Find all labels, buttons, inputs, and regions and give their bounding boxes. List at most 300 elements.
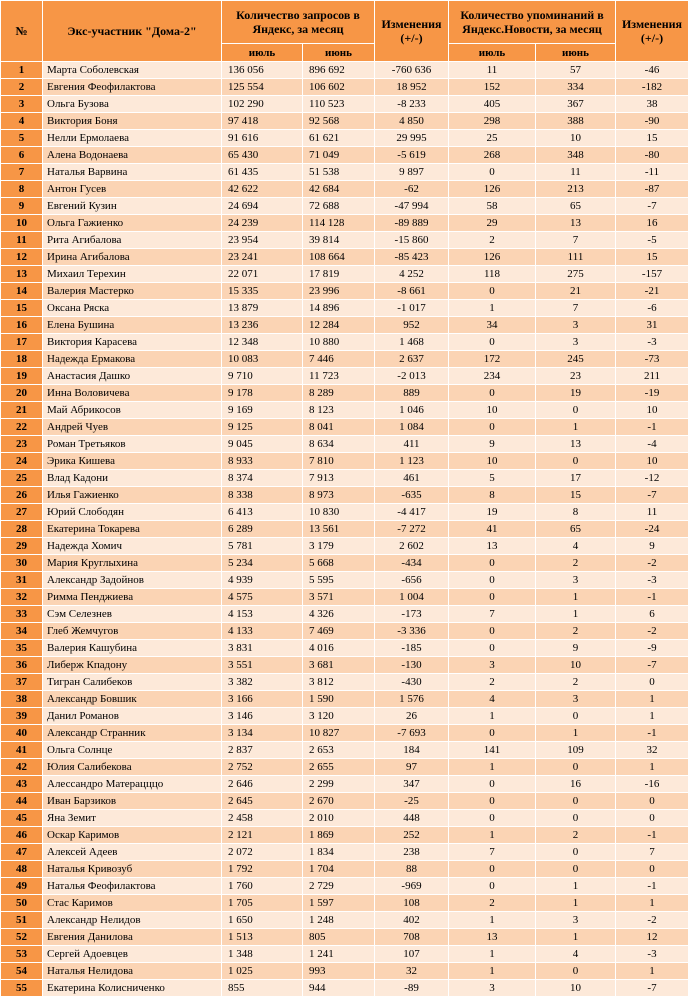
news-june: 2 [536, 827, 616, 844]
participant-name: Екатерина Токарева [43, 521, 222, 538]
queries-june: 1 248 [303, 912, 375, 929]
queries-change: -47 994 [375, 198, 449, 215]
queries-july: 13 879 [222, 300, 303, 317]
row-number: 20 [1, 385, 43, 402]
table-row [1, 929, 688, 946]
queries-july: 9 169 [222, 402, 303, 419]
queries-june: 7 446 [303, 351, 375, 368]
table-row [1, 181, 688, 198]
queries-july: 1 705 [222, 895, 303, 912]
queries-change: 1 576 [375, 691, 449, 708]
news-change: 32 [616, 742, 688, 759]
queries-change: -85 423 [375, 249, 449, 266]
queries-change: 184 [375, 742, 449, 759]
news-change: -3 [616, 334, 688, 351]
news-july: 25 [449, 130, 536, 147]
participant-name: Тигран Салибеков [43, 674, 222, 691]
row-number: 42 [1, 759, 43, 776]
row-number: 40 [1, 725, 43, 742]
queries-july: 6 289 [222, 521, 303, 538]
queries-june: 944 [303, 980, 375, 997]
queries-july: 5 781 [222, 538, 303, 555]
queries-change: -635 [375, 487, 449, 504]
news-june: 57 [536, 62, 616, 79]
row-number: 52 [1, 929, 43, 946]
row-number: 39 [1, 708, 43, 725]
queries-july: 9 178 [222, 385, 303, 402]
news-july: 0 [449, 572, 536, 589]
news-june: 3 [536, 317, 616, 334]
news-change: -16 [616, 776, 688, 793]
queries-july: 91 616 [222, 130, 303, 147]
queries-june: 8 123 [303, 402, 375, 419]
queries-june: 3 812 [303, 674, 375, 691]
news-july: 118 [449, 266, 536, 283]
table-row [1, 96, 688, 113]
news-june: 16 [536, 776, 616, 793]
news-june: 0 [536, 844, 616, 861]
news-june: 109 [536, 742, 616, 759]
queries-change: 88 [375, 861, 449, 878]
header-number: № [1, 1, 43, 62]
news-change: 7 [616, 844, 688, 861]
news-july: 126 [449, 181, 536, 198]
table-row [1, 385, 688, 402]
queries-june: 1 704 [303, 861, 375, 878]
row-number: 51 [1, 912, 43, 929]
news-july: 0 [449, 164, 536, 181]
header-yandex-queries: Количество запросов в Яндекс, за месяц [222, 1, 375, 44]
row-number: 15 [1, 300, 43, 317]
queries-change: 252 [375, 827, 449, 844]
news-change: -21 [616, 283, 688, 300]
news-change: -73 [616, 351, 688, 368]
news-change: 11 [616, 504, 688, 521]
queries-change: 1 468 [375, 334, 449, 351]
row-number: 26 [1, 487, 43, 504]
queries-july: 2 458 [222, 810, 303, 827]
news-july: 13 [449, 538, 536, 555]
news-june: 3 [536, 912, 616, 929]
news-june: 7 [536, 300, 616, 317]
queries-june: 106 602 [303, 79, 375, 96]
participant-name: Александр Бовшик [43, 691, 222, 708]
queries-change: 9 897 [375, 164, 449, 181]
news-change: -4 [616, 436, 688, 453]
news-july: 41 [449, 521, 536, 538]
table-row [1, 793, 688, 810]
news-june: 348 [536, 147, 616, 164]
queries-june: 92 568 [303, 113, 375, 130]
table-row [1, 164, 688, 181]
queries-change: 4 850 [375, 113, 449, 130]
header-news-july: июль [449, 44, 536, 62]
news-change: 15 [616, 130, 688, 147]
news-june: 7 [536, 232, 616, 249]
queries-change: 411 [375, 436, 449, 453]
queries-change: -62 [375, 181, 449, 198]
queries-july: 4 153 [222, 606, 303, 623]
queries-change: 108 [375, 895, 449, 912]
news-july: 172 [449, 351, 536, 368]
table-row [1, 640, 688, 657]
participant-name: Надежда Ермакова [43, 351, 222, 368]
news-july: 0 [449, 776, 536, 793]
queries-change: 32 [375, 963, 449, 980]
participant-name: Глеб Жемчугов [43, 623, 222, 640]
queries-june: 805 [303, 929, 375, 946]
news-july: 5 [449, 470, 536, 487]
queries-july: 1 792 [222, 861, 303, 878]
table-row [1, 861, 688, 878]
participant-name: Анастасия Дашко [43, 368, 222, 385]
queries-july: 3 166 [222, 691, 303, 708]
news-july: 0 [449, 419, 536, 436]
queries-june: 17 819 [303, 266, 375, 283]
queries-change: 1 046 [375, 402, 449, 419]
queries-july: 1 760 [222, 878, 303, 895]
news-july: 0 [449, 861, 536, 878]
news-july: 13 [449, 929, 536, 946]
news-change: 10 [616, 402, 688, 419]
news-july: 0 [449, 725, 536, 742]
queries-july: 10 083 [222, 351, 303, 368]
table-row [1, 589, 688, 606]
news-change: 9 [616, 538, 688, 555]
row-number: 33 [1, 606, 43, 623]
queries-change: -969 [375, 878, 449, 895]
table-row [1, 572, 688, 589]
queries-july: 1 025 [222, 963, 303, 980]
header-queries-june: июнь [303, 44, 375, 62]
row-number: 38 [1, 691, 43, 708]
news-change: 15 [616, 249, 688, 266]
queries-june: 14 896 [303, 300, 375, 317]
news-july: 1 [449, 708, 536, 725]
queries-july: 23 241 [222, 249, 303, 266]
queries-change: 4 252 [375, 266, 449, 283]
news-june: 3 [536, 334, 616, 351]
news-july: 234 [449, 368, 536, 385]
news-june: 13 [536, 215, 616, 232]
queries-change: 889 [375, 385, 449, 402]
table-row [1, 691, 688, 708]
participant-name: Оскар Каримов [43, 827, 222, 844]
queries-june: 10 827 [303, 725, 375, 742]
queries-june: 8 973 [303, 487, 375, 504]
participant-name: Май Абрикосов [43, 402, 222, 419]
news-july: 7 [449, 606, 536, 623]
row-number: 55 [1, 980, 43, 997]
queries-change: -25 [375, 793, 449, 810]
queries-june: 1 834 [303, 844, 375, 861]
queries-july: 97 418 [222, 113, 303, 130]
participant-name: Елена Бушина [43, 317, 222, 334]
news-june: 0 [536, 453, 616, 470]
queries-june: 3 120 [303, 708, 375, 725]
table-row [1, 62, 688, 79]
queries-change: -3 336 [375, 623, 449, 640]
queries-july: 23 954 [222, 232, 303, 249]
queries-june: 7 469 [303, 623, 375, 640]
news-july: 126 [449, 249, 536, 266]
queries-july: 2 837 [222, 742, 303, 759]
queries-change: 18 952 [375, 79, 449, 96]
news-june: 0 [536, 402, 616, 419]
queries-july: 15 335 [222, 283, 303, 300]
table-row [1, 521, 688, 538]
news-change: 211 [616, 368, 688, 385]
queries-change: -173 [375, 606, 449, 623]
participant-name: Наталья Нелидова [43, 963, 222, 980]
row-number: 6 [1, 147, 43, 164]
queries-july: 4 575 [222, 589, 303, 606]
queries-change: 347 [375, 776, 449, 793]
queries-july: 3 382 [222, 674, 303, 691]
news-june: 21 [536, 283, 616, 300]
queries-june: 39 814 [303, 232, 375, 249]
news-july: 10 [449, 453, 536, 470]
news-change: 1 [616, 759, 688, 776]
row-number: 13 [1, 266, 43, 283]
news-june: 10 [536, 130, 616, 147]
queries-june: 72 688 [303, 198, 375, 215]
row-number: 9 [1, 198, 43, 215]
news-change: -7 [616, 657, 688, 674]
news-change: -1 [616, 878, 688, 895]
row-number: 4 [1, 113, 43, 130]
queries-july: 102 290 [222, 96, 303, 113]
news-change: 1 [616, 963, 688, 980]
news-july: 19 [449, 504, 536, 521]
table-row [1, 538, 688, 555]
queries-july: 9 045 [222, 436, 303, 453]
queries-june: 23 996 [303, 283, 375, 300]
news-july: 58 [449, 198, 536, 215]
news-june: 19 [536, 385, 616, 402]
queries-change: 448 [375, 810, 449, 827]
news-june: 3 [536, 691, 616, 708]
news-change: -7 [616, 198, 688, 215]
table-row [1, 725, 688, 742]
news-change: -3 [616, 572, 688, 589]
queries-june: 1 590 [303, 691, 375, 708]
row-number: 35 [1, 640, 43, 657]
table-row [1, 317, 688, 334]
row-number: 24 [1, 453, 43, 470]
news-july: 3 [449, 980, 536, 997]
news-june: 111 [536, 249, 616, 266]
participant-name: Евгения Феофилактова [43, 79, 222, 96]
row-number: 1 [1, 62, 43, 79]
participant-name: Екатерина Колисниченко [43, 980, 222, 997]
news-july: 2 [449, 895, 536, 912]
news-july: 11 [449, 62, 536, 79]
header-changes-queries: Изменения (+/-) [375, 1, 449, 62]
participant-name: Стас Каримов [43, 895, 222, 912]
queries-june: 108 664 [303, 249, 375, 266]
row-number: 29 [1, 538, 43, 555]
news-july: 1 [449, 963, 536, 980]
news-july: 0 [449, 640, 536, 657]
news-change: -87 [616, 181, 688, 198]
queries-change: -5 619 [375, 147, 449, 164]
table-row [1, 963, 688, 980]
queries-july: 9 125 [222, 419, 303, 436]
participant-name: Яна Земит [43, 810, 222, 827]
news-change: 0 [616, 861, 688, 878]
queries-june: 1 869 [303, 827, 375, 844]
participant-name: Александр Задойнов [43, 572, 222, 589]
header-news-june: июнь [536, 44, 616, 62]
participant-name: Александр Странник [43, 725, 222, 742]
participant-name: Ольга Гажиенко [43, 215, 222, 232]
table-row [1, 980, 688, 997]
queries-june: 1 241 [303, 946, 375, 963]
news-change: -1 [616, 827, 688, 844]
news-change: -5 [616, 232, 688, 249]
table-row [1, 419, 688, 436]
news-july: 10 [449, 402, 536, 419]
row-number: 28 [1, 521, 43, 538]
table-row [1, 215, 688, 232]
news-change: 16 [616, 215, 688, 232]
row-number: 22 [1, 419, 43, 436]
queries-june: 13 561 [303, 521, 375, 538]
queries-july: 24 694 [222, 198, 303, 215]
queries-change: -2 013 [375, 368, 449, 385]
queries-change: 2 637 [375, 351, 449, 368]
table-row [1, 453, 688, 470]
queries-july: 136 056 [222, 62, 303, 79]
participant-name: Наталья Кривозуб [43, 861, 222, 878]
queries-july: 12 348 [222, 334, 303, 351]
table-row [1, 79, 688, 96]
table-row [1, 895, 688, 912]
news-july: 268 [449, 147, 536, 164]
news-june: 23 [536, 368, 616, 385]
news-change: 38 [616, 96, 688, 113]
news-june: 388 [536, 113, 616, 130]
queries-change: 26 [375, 708, 449, 725]
participant-name: Мария Круглыхина [43, 555, 222, 572]
news-change: 10 [616, 453, 688, 470]
participant-name: Наталья Варвина [43, 164, 222, 181]
news-change: 0 [616, 810, 688, 827]
queries-july: 3 551 [222, 657, 303, 674]
news-june: 10 [536, 657, 616, 674]
news-july: 0 [449, 589, 536, 606]
news-june: 4 [536, 538, 616, 555]
participant-name: Роман Третьяков [43, 436, 222, 453]
table-row [1, 657, 688, 674]
news-june: 245 [536, 351, 616, 368]
news-june: 2 [536, 555, 616, 572]
news-june: 8 [536, 504, 616, 521]
news-july: 1 [449, 300, 536, 317]
news-june: 1 [536, 606, 616, 623]
news-july: 9 [449, 436, 536, 453]
news-change: -9 [616, 640, 688, 657]
queries-june: 2 729 [303, 878, 375, 895]
header-queries-july: июль [222, 44, 303, 62]
row-number: 48 [1, 861, 43, 878]
queries-june: 8 289 [303, 385, 375, 402]
news-change: -24 [616, 521, 688, 538]
news-change: -1 [616, 589, 688, 606]
participant-name: Евгения Данилова [43, 929, 222, 946]
row-number: 44 [1, 793, 43, 810]
participant-name: Инна Воловичева [43, 385, 222, 402]
news-june: 0 [536, 810, 616, 827]
news-july: 0 [449, 555, 536, 572]
queries-change: -7 272 [375, 521, 449, 538]
news-july: 0 [449, 623, 536, 640]
news-june: 0 [536, 963, 616, 980]
news-july: 8 [449, 487, 536, 504]
news-change: -1 [616, 419, 688, 436]
news-july: 405 [449, 96, 536, 113]
news-june: 367 [536, 96, 616, 113]
news-change: -7 [616, 487, 688, 504]
news-july: 1 [449, 759, 536, 776]
table-row [1, 555, 688, 572]
news-june: 0 [536, 793, 616, 810]
news-change: 12 [616, 929, 688, 946]
row-number: 31 [1, 572, 43, 589]
table-row [1, 504, 688, 521]
participant-name: Юлия Салибекова [43, 759, 222, 776]
row-number: 25 [1, 470, 43, 487]
queries-june: 896 692 [303, 62, 375, 79]
queries-june: 3 179 [303, 538, 375, 555]
table-row [1, 674, 688, 691]
news-july: 1 [449, 827, 536, 844]
queries-change: 97 [375, 759, 449, 776]
queries-change: -430 [375, 674, 449, 691]
row-number: 23 [1, 436, 43, 453]
news-july: 0 [449, 810, 536, 827]
table-row [1, 113, 688, 130]
news-change: -157 [616, 266, 688, 283]
participant-name: Влад Кадони [43, 470, 222, 487]
queries-change: -4 417 [375, 504, 449, 521]
news-july: 0 [449, 793, 536, 810]
queries-july: 1 650 [222, 912, 303, 929]
table-row [1, 283, 688, 300]
news-change: -19 [616, 385, 688, 402]
table-row [1, 912, 688, 929]
queries-june: 110 523 [303, 96, 375, 113]
queries-change: -434 [375, 555, 449, 572]
table-row [1, 776, 688, 793]
queries-june: 8 634 [303, 436, 375, 453]
table-row [1, 708, 688, 725]
participant-name: Евгений Кузин [43, 198, 222, 215]
queries-change: -15 860 [375, 232, 449, 249]
table-row [1, 334, 688, 351]
participant-name: Ольга Бузова [43, 96, 222, 113]
row-number: 27 [1, 504, 43, 521]
participant-name: Ольга Солнце [43, 742, 222, 759]
queries-change: 2 602 [375, 538, 449, 555]
news-june: 10 [536, 980, 616, 997]
news-change: -12 [616, 470, 688, 487]
news-june: 4 [536, 946, 616, 963]
queries-change: 1 123 [375, 453, 449, 470]
news-june: 2 [536, 623, 616, 640]
queries-july: 22 071 [222, 266, 303, 283]
